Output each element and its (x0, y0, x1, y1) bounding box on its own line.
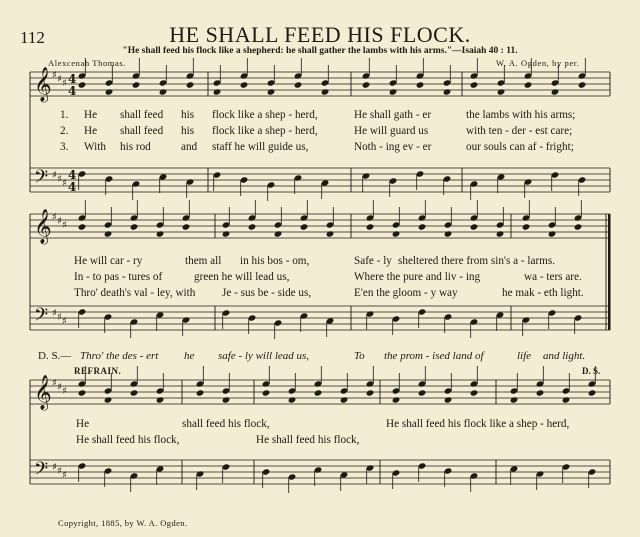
note-head (497, 88, 506, 95)
note-head (104, 230, 113, 237)
sharp-icon: ♯ (57, 312, 62, 323)
sharp-icon: ♯ (57, 466, 62, 477)
note-head (522, 223, 531, 230)
lyric: his (181, 125, 195, 137)
lyric: his rod (120, 141, 151, 153)
lyric: staff he will guide us, (212, 141, 309, 153)
note-head (248, 223, 257, 230)
note-head (274, 230, 283, 237)
note-head (389, 88, 398, 95)
lyric: and light. (543, 350, 586, 362)
sharp-icon: ♯ (57, 174, 62, 185)
hymn-title: HE SHALL FEED HIS FLOCK. (169, 22, 471, 47)
copyright-notice: Copyright, 1885, by W. A. Ogden. (58, 518, 188, 528)
refrain-label: REFRAIN. (74, 366, 122, 376)
lyric: Safe - ly (354, 255, 392, 267)
time-signature: 4 (68, 72, 77, 86)
note-head (240, 81, 249, 88)
note-head (551, 88, 560, 95)
sharp-icon: ♯ (52, 378, 57, 389)
note-head (548, 230, 557, 237)
sharp-icon: ♯ (52, 170, 57, 181)
note-head (443, 88, 452, 95)
note-head (562, 396, 571, 403)
note-head (536, 389, 545, 396)
note-head (105, 88, 114, 95)
note-head (132, 81, 141, 88)
lyric: shall feed (120, 109, 164, 121)
note-head (156, 396, 165, 403)
lyric: He shall feed his flock, (256, 434, 360, 446)
lyric: To (354, 350, 365, 362)
note-head (340, 396, 349, 403)
sharp-icon: ♯ (62, 220, 67, 231)
note-head (496, 230, 505, 237)
treble-clef-icon: 𝄞 (34, 67, 52, 102)
note-head (78, 81, 87, 88)
lyric: flock like a shep - herd, (212, 109, 318, 121)
note-head (104, 396, 113, 403)
lyric: wa - ters are. (524, 271, 582, 283)
note-head (574, 223, 583, 230)
lyric: life (517, 350, 532, 362)
note-head (300, 223, 309, 230)
note-head (182, 223, 191, 230)
verse1-number: 1. (60, 109, 69, 121)
note-head (288, 396, 297, 403)
lyric: in his bos - om, (240, 255, 310, 267)
note-head (444, 396, 453, 403)
note-head (78, 223, 87, 230)
sharp-icon: ♯ (57, 382, 62, 393)
lyric: with ten - der - est care; (466, 125, 573, 137)
lyric: He will car - ry (74, 255, 143, 267)
lyric: the lambs with his arms; (466, 109, 576, 121)
lyric: Thro' the des - ert (80, 350, 159, 362)
lyric: Where the pure and liv - ing (354, 271, 481, 283)
note-head (470, 81, 479, 88)
note-head (510, 396, 519, 403)
note-head (588, 389, 597, 396)
lyric: our souls can af - fright; (466, 141, 574, 153)
page-number: 112 (20, 28, 45, 47)
lyric: his (181, 109, 195, 121)
sharp-icon: ♯ (52, 212, 57, 223)
verse2-number: 2. (60, 125, 69, 137)
treble-clef-icon: 𝄞 (34, 209, 52, 244)
note-head (159, 88, 168, 95)
treble-clef-icon: 𝄞 (34, 375, 52, 410)
lyric: shall feed (120, 125, 164, 137)
note-head (418, 223, 427, 230)
note-head (156, 230, 165, 237)
lyric: flock like a shep - herd, (212, 125, 318, 137)
ds-label: D. S.— (38, 350, 72, 362)
composer-credit: W. A. Ogden, by per. (496, 58, 580, 68)
sharp-icon: ♯ (57, 216, 62, 227)
lyric: He shall feed his flock like a shep - herd, (386, 418, 570, 430)
lyric: He (76, 418, 90, 430)
time-signature: 4 (68, 168, 77, 182)
note-head (196, 389, 205, 396)
note-head (130, 223, 139, 230)
scripture-epigraph: "He shall feed his flock like a shepherd: he shall gather the lambs with his arms."—Isaiah 40 : 11. (122, 46, 518, 56)
bass-clef-icon: 𝄢 (34, 305, 49, 330)
verse3-number: 3. (60, 141, 69, 153)
note-head (392, 396, 401, 403)
lyric: them all (185, 255, 222, 267)
sharp-icon: ♯ (62, 470, 67, 481)
lyric: safe - ly will lead us, (218, 350, 310, 362)
sharp-icon: ♯ (57, 74, 62, 85)
note-head (130, 389, 139, 396)
ds-mark: D. S. (582, 366, 601, 376)
time-signature: 4 (68, 180, 77, 194)
note-head (267, 88, 276, 95)
note-head (524, 81, 533, 88)
note-head (78, 389, 87, 396)
lyric: the prom - ised land of (384, 350, 484, 362)
sharp-icon: ♯ (62, 78, 67, 89)
sharp-icon: ♯ (62, 178, 67, 189)
note-head (321, 88, 330, 95)
lyric: Noth - ing ev - er (354, 141, 432, 153)
note-head (366, 223, 375, 230)
lyric: He shall feed his flock, (76, 434, 180, 446)
lyric: and (181, 141, 198, 153)
note-head (470, 389, 479, 396)
final-barline (608, 214, 611, 330)
note-head (362, 81, 371, 88)
author-credit: Alexcenah Thomas. (48, 58, 127, 68)
sharp-icon: ♯ (62, 386, 67, 397)
note-head (418, 389, 427, 396)
bass-clef-icon: 𝄢 (34, 459, 49, 484)
lyric: shall feed his flock, (182, 418, 270, 430)
note-head (314, 389, 323, 396)
bass-clef-icon: 𝄢 (34, 167, 49, 192)
note-head (222, 396, 231, 403)
note-head (416, 81, 425, 88)
sharp-icon: ♯ (52, 70, 57, 81)
lyric: green he will lead us, (194, 271, 290, 283)
note-head (294, 81, 303, 88)
note-head (222, 230, 231, 237)
lyric: He (84, 109, 98, 121)
lyric: He will guard us (354, 125, 429, 137)
sharp-icon: ♯ (52, 308, 57, 319)
lyric: sheltered there from sin's a - larms. (398, 255, 556, 267)
lyric: Je - sus be - side us, (222, 287, 312, 299)
lyric: Thro' death's val - ley, with (74, 287, 196, 299)
lyric: In - to pas - tures of (74, 271, 163, 283)
time-signature: 4 (68, 84, 77, 98)
note-head (578, 81, 587, 88)
lyric: he mak - eth light. (502, 287, 584, 299)
lyric: E'en the gloom - y way (354, 287, 458, 299)
note-head (444, 230, 453, 237)
note-head (326, 230, 335, 237)
note-head (186, 81, 195, 88)
sharp-icon: ♯ (52, 462, 57, 473)
lyric: He (84, 125, 98, 137)
note-head (470, 223, 479, 230)
note-head (262, 389, 271, 396)
note-head (213, 88, 222, 95)
lyric: With (84, 141, 106, 153)
lyric: He shall gath - er (354, 109, 432, 121)
note-head (392, 230, 401, 237)
sharp-icon: ♯ (62, 316, 67, 327)
note-head (366, 389, 375, 396)
lyric: he (184, 350, 195, 362)
